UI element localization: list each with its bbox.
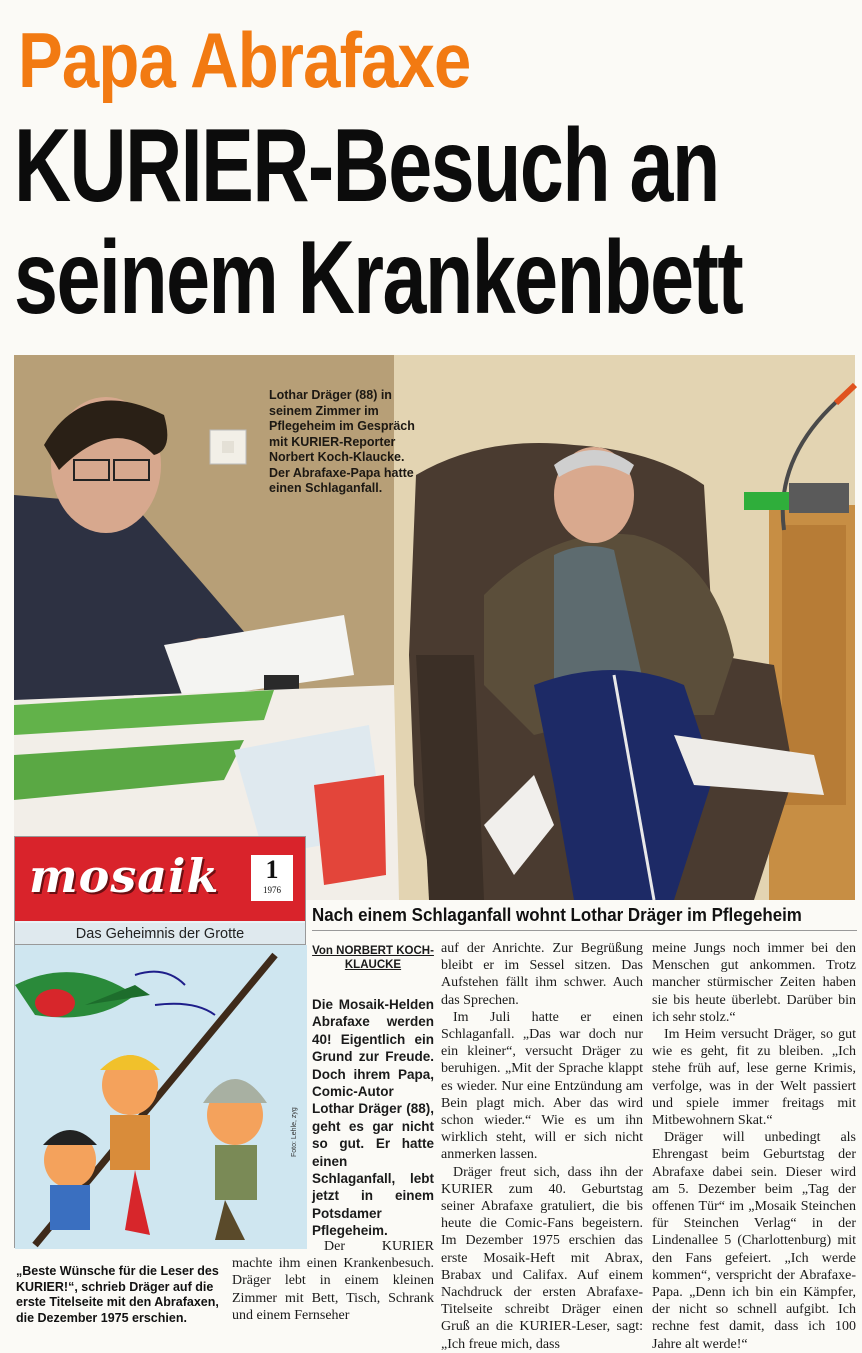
byline: Von NORBERT KOCH-KLAUCKE <box>312 945 434 971</box>
cover-subtitle: Das Geheimnis der Grotte <box>15 923 305 945</box>
headline <box>14 110 774 334</box>
article-lead: Die Mosaik-Helden Abrafaxe werden 40! Eigentlich ein Grund zur Freude. Doch ihrem Papa, Comic-Autor Lothar Dräger (88), geht es gar nicht so gut. Er hatte einen Schlaganfall, lebt jetzt in einem Potsdamer Pflegeheim. <box>312 997 434 1239</box>
subhead-rule <box>312 930 857 931</box>
mosaik-cover-inset <box>14 836 306 1248</box>
paragraph: Im Heim versucht Dräger, so gut wie es geht, fit zu bleiben. „Ich stehe früh auf, lese gerne Krimis, verfolge, was in der Welt passiert und spiele immer freitags mit Mitbewohnern Skat.“ <box>652 1027 856 1129</box>
paragraph: auf der Anrichte. Zur Begrüßung bleibt er im Sessel sitzen. Das Aufstehen fällt ihm schwer. Auch das Sprechen. <box>441 941 643 1008</box>
paragraph: meine Jungs noch immer bei den Menschen gut ankommen. Trotz mancher stürmischer Zeiten haben sie bis heute überlebt. Darüber bin ich sehr stolz.“ <box>652 941 856 1025</box>
main-photo <box>14 355 855 900</box>
issue-year: 1976 <box>263 885 281 895</box>
headline-line-2: seinem Krankenbett <box>14 220 743 336</box>
paragraph: Im Juli hatte er einen Schlaganfall. „Das war doch nur ein kleiner“, versucht Dräger zu beruhigen. „Mit der Sprache klappt es wieder. Nur eine Entzündung am Bein plagt mich. Aber das wird schon wieder.“ Wie es um ihn wirklich steht, will er sich nicht anmerken lassen. <box>441 1009 643 1163</box>
photo-illustration <box>14 355 855 900</box>
paragraph: Dräger freut sich, dass ihn der KURIER zum 40. Geburtstag seiner Abrafaxe gratuliert, die bis heute die Comic-Fans begeistern. Im Dezember 1975 erschien das erste Mosaik-Heft mit Abrax, Brabax und Califax. Auf einem Nachdruck der ersten Abrafaxe-Titelseite schreibt Dräger einen Gruß an die KURIER-Leser, sagt: „Ich freue mich, dass <box>441 1164 643 1352</box>
kicker: Papa Abrafaxe <box>18 16 471 104</box>
article-subhead: Nach einem Schlaganfall wohnt Lothar Dräger im Pflegeheim <box>312 905 802 925</box>
article-column-1 <box>312 944 434 1240</box>
issue-number: 1 <box>265 855 279 884</box>
mosaik-logo: mosaik <box>29 849 220 903</box>
headline-line-1: KURIER-Besuch an <box>14 108 719 224</box>
article-column-1-tail <box>232 1238 434 1324</box>
cover-illustration <box>15 945 307 1249</box>
article-column-2 <box>441 940 643 1353</box>
inset-caption: „Beste Wünsche für die Leser des KURIER!“, schrieb Dräger auf die erste Titelseite mit den Abrafaxen, die Dezember 1975 erschien. <box>16 1264 219 1325</box>
paragraph: Dräger will unbedingt als Ehrengast beim Geburtstag der Abrafaxe dabei sein. Dieser wird am 5. Dezember beim „Tag der offenen Tür“ im „Mosaik Steinchen für Steinchen Verlag“ in der Lindenallee 5 (Charlottenburg) mit den Fans gefeiert. „Ich werde kommen“, verspricht der Abrafaxe-Papa. „Denn ich bin ein Kämpfer, der nicht so schnell aufgibt. Ich rechne fest damit, dass ich 100 Jahre alt werde!“ <box>652 1130 856 1352</box>
issue-badge <box>251 855 293 901</box>
article-column-3 <box>652 940 856 1353</box>
photo-credit <box>291 1143 298 1157</box>
photo-caption: Lothar Dräger (88) in seinem Zimmer im Pflegeheim im Gespräch mit KURIER-Reporter Norbert Koch-Klaucke. Der Abrafaxe-Papa hatte einen Schlaganfall. <box>269 388 415 495</box>
paragraph: Der KURIER machte ihm einen Krankenbesuch. Dräger lebt in einem kleinen Zimmer mit Bett, Tisch, Schrank und einem Fernseher <box>232 1239 434 1323</box>
